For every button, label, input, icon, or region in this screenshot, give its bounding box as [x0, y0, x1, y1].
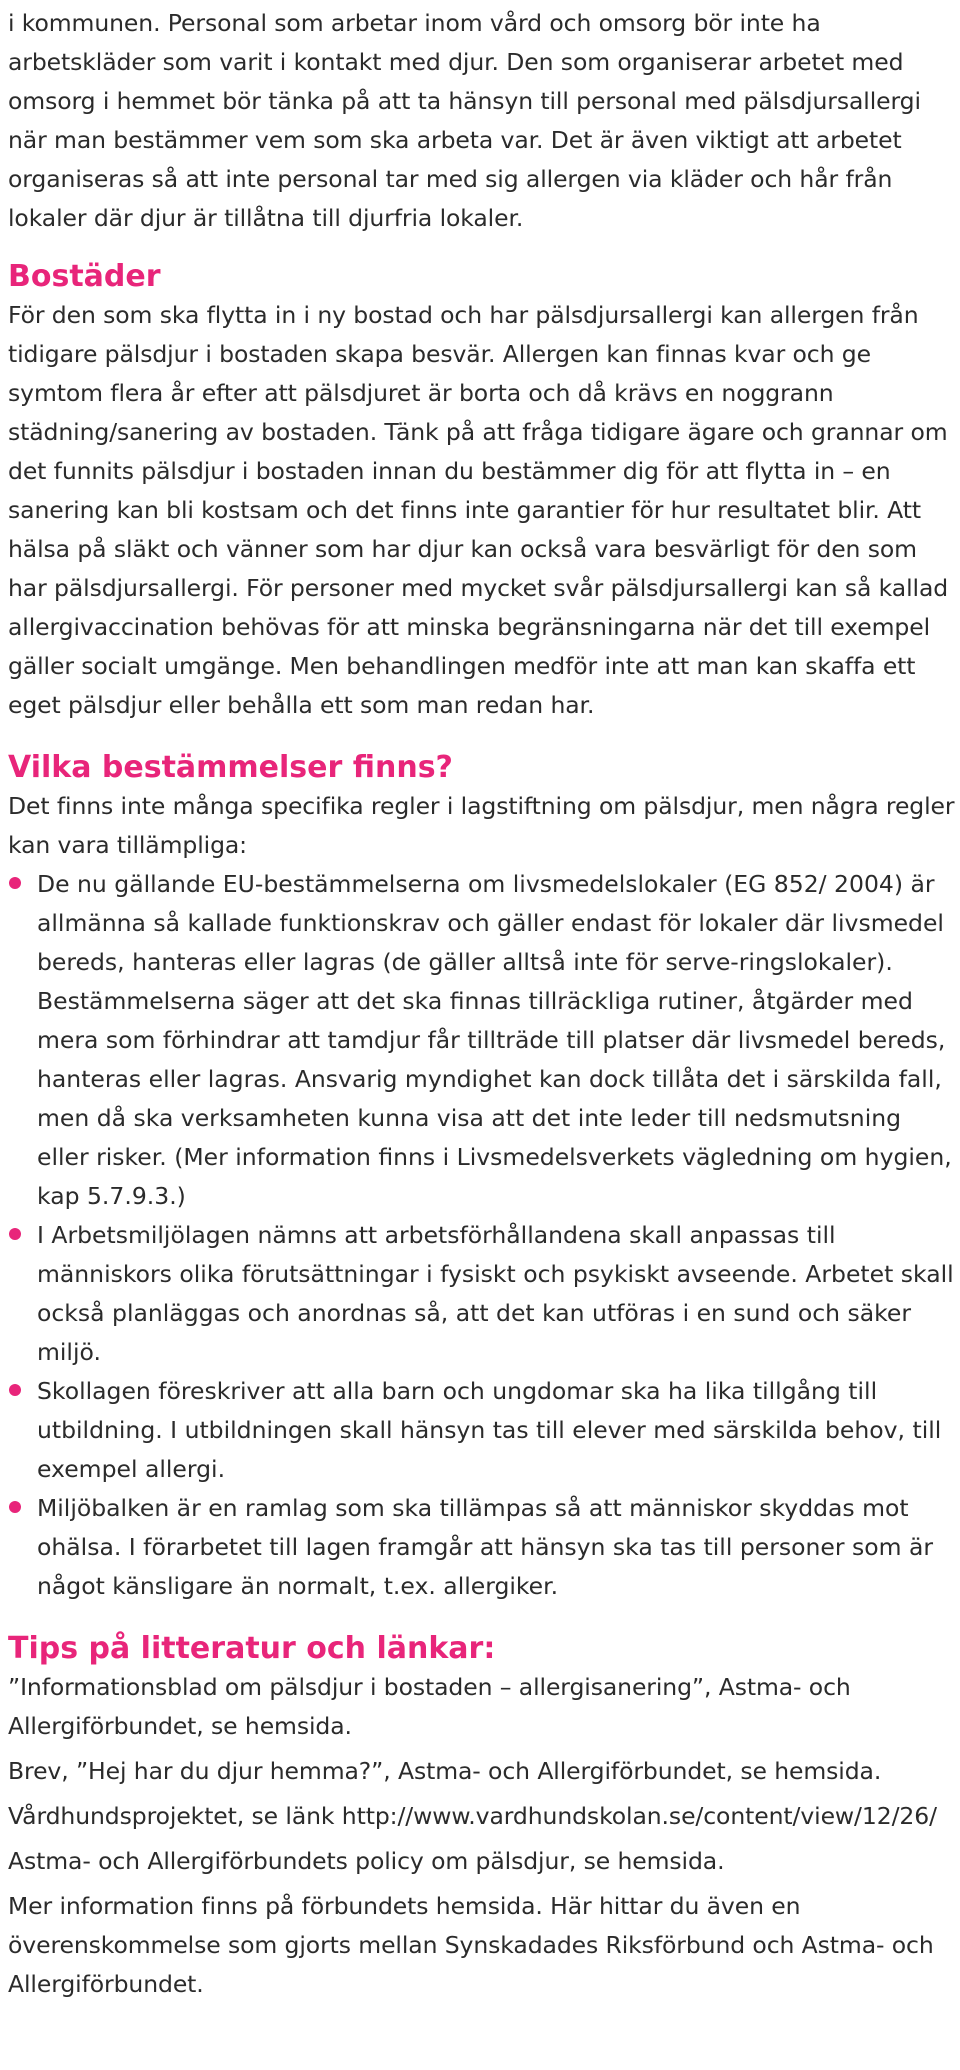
reference-item: Brev, ”Hej har du djur hemma?”, Astma- och Allergiförbundet, se hemsida.: [8, 1757, 882, 1785]
reference-item: Astma- och Allergiförbundets policy om pälsdjur, se hemsida.: [8, 1847, 725, 1875]
section-tips: [8, 1630, 960, 2004]
bullet-dot-icon: [9, 1228, 21, 1240]
list-item-text: Skollagen föreskriver att alla barn och ungdomar ska ha lika tillgång till utbildning. I utbildningen skall hänsyn tas till elever med särskilda behov, till exempel allergi.: [37, 1377, 942, 1483]
bestammelser-intro: Det finns inte många specifika regler i lagstiftning om pälsdjur, men några regler kan vara tillämpliga:: [8, 792, 955, 859]
bostader-paragraph: För den som ska flytta in i ny bostad och har pälsdjursallergi kan allergen från tidigare pälsdjur i bostaden skapa besvär. Allergen kan finnas kvar och ge symtom flera år efter att pälsdjuret är borta och då krävs en noggrann städning/sanering av bostaden. Tänk på att fråga tidigare ägare och grannar om det funnits pälsdjur i bostaden innan du bestämmer dig för att flytta in – en sanering kan bli kostsam och det finns inte garantier för hur resultatet blir. Att hälsa på släkt och vänner som har djur kan också vara besvärligt för den som har pälsdjursallergi. För personer med mycket svår pälsdjursallergi kan så kallad allergivaccination behövas för att minska begränsningarna när det till exempel gäller socialt umgänge. Men behandlingen medför inte att man kan skaffa ett eget pälsdjur eller behålla ett som man redan har.: [8, 301, 949, 719]
bullet-dot-icon: [9, 877, 21, 889]
list-item: [8, 865, 960, 1216]
list-item-text: I Arbetsmiljölagen nämns att arbetsförhållandena skall anpassas till människors olika förutsättningar i fysiskt och psykiskt avseende. Arbetet skall också planläggas och anordnas så, att det kan utföras i en sund och säker miljö.: [37, 1221, 954, 1366]
list-item: [8, 1372, 960, 1489]
heading-tips: Tips på litteratur och länkar:: [8, 1631, 496, 1666]
list-item: [8, 1216, 960, 1372]
bullet-dot-icon: [9, 1384, 21, 1396]
section-bostader: [8, 258, 960, 725]
regulations-list: [8, 865, 960, 1606]
reference-item: Mer information finns på förbundets hemsida. Här hittar du även en överenskommelse som gjorts mellan Synskadades Riksförbund och Astma- och Allergiförbundet.: [8, 1892, 934, 1998]
reference-item: ”Informationsblad om pälsdjur i bostaden – allergisanering”, Astma- och Allergiförbundet, se hemsida.: [8, 1673, 851, 1740]
reference-list: [8, 1668, 960, 2004]
heading-bostader: Bostäder: [8, 259, 161, 294]
intro-paragraph: i kommunen. Personal som arbetar inom vård och omsorg bör inte ha arbetskläder som varit i kontakt med djur. Den som organiserar arbetet med omsorg i hemmet bör tänka på att ta hänsyn till personal med pälsdjursallergi när man bestämmer vem som ska arbeta var. Det är även viktigt att arbetet organiseras så att inte personal tar med sig allergen via kläder och hår från lokaler där djur är tillåtna till djurfria lokaler.: [8, 9, 921, 232]
list-item-text: De nu gällande EU-bestämmelserna om livsmedelslokaler (EG 852/ 2004) är allmänna så kallade funktionskrav och gäller endast för lokaler där livsmedel bereds, hanteras eller lagras (de gäller alltså inte för serve-ringslokaler). Bestämmelserna säger att det ska finnas tillräckliga rutiner, åtgärder med mera som förhindrar att tamdjur får tillträde till platser där livsmedel bereds, hanteras eller lagras. Ansvarig myndighet kan dock tillåta det i särskilda fall, men då ska verksamheten kunna visa att det inte leder till nedsmutsning eller risker. (Mer information finns i Livsmedelsverkets vägledning om hygien, kap 5.7.9.3.): [37, 870, 952, 1210]
list-item: [8, 1489, 960, 1606]
bullet-dot-icon: [9, 1501, 21, 1513]
reference-item-link[interactable]: Vårdhundsprojektet, se länk http://www.vardhundskolan.se/content/view/12/26/: [8, 1802, 937, 1830]
section-bestammelser: [8, 749, 960, 1606]
list-item-text: Miljöbalken är en ramlag som ska tillämpas så att människor skyddas mot ohälsa. I förarbetet till lagen framgår att hänsyn ska tas till personer som är något känsligare än normalt, t.ex. allergiker.: [37, 1494, 934, 1600]
heading-bestammelser: Vilka bestämmelser finns?: [8, 750, 453, 785]
